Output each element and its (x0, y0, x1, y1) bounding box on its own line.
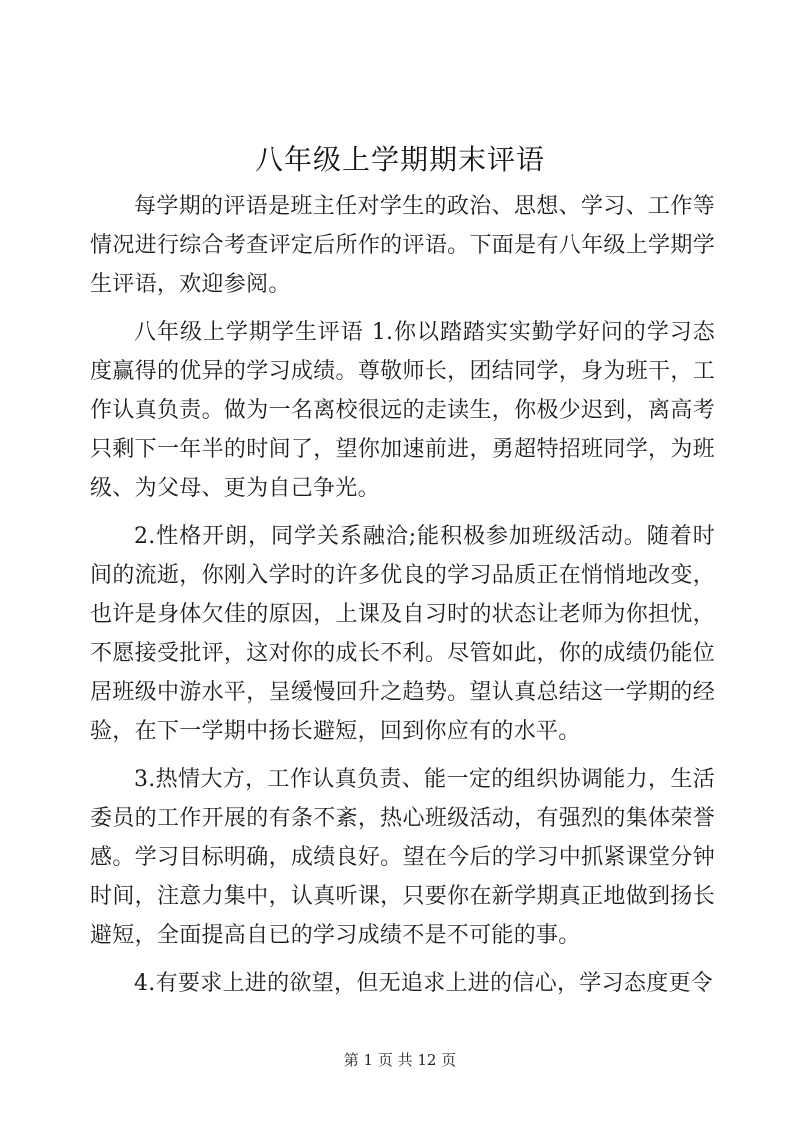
document-body (90, 187, 715, 1012)
intro-paragraph: 每学期的评语是班主任对学生的政治、思想、学习、工作等情况进行综合考查评定后所作的评语。下面是有八年级上学期学生评语，欢迎参阅。 (90, 194, 715, 297)
comment-paragraph-2: 2.性格开朗，同学关系融洽;能积极参加班级活动。随着时间的流逝，你刚入学时的许多优良的学习品质正在悄悄地改变，也许是身体欠佳的原因，上课及自习时的状态让老师为你担忧，不愿接受批评，这对你的成长不利。尽管如此，你的成绩仍能位居班级中游水平，呈缓慢回升之趋势。望认真总结这一学期的经验，在下一学期中扬长避短，回到你应有的水平。 (90, 524, 715, 744)
page-title: 八年级上学期期末评语 (254, 143, 545, 176)
page-number-footer: 第 1 页 共 12 页 (343, 1051, 457, 1069)
comment-paragraph-4: 4.有要求上进的欲望，但无追求上进的信心，学习态度更令 (134, 971, 714, 996)
comment-paragraph-3: 3.热情大方，工作认真负责、能一定的组织协调能力，生活委员的工作开展的有条不紊，热心班级活动，有强烈的集体荣誉感。学习目标明确，成绩良好。望在今后的学习中抓紧课堂分钟时间，注意力集中，认真听课，只要你在新学期真正地做到扬长避短，全面提高自已的学习成绩不是不可能的事。 (90, 767, 715, 948)
comment-paragraph-1: 八年级上学期学生评语 1.你以踏踏实实勤学好问的学习态度赢得的优异的学习成绩。尊敬师长，团结同学，身为班干，工作认真负责。做为一名离校很远的走读生，你极少迟到，离高考只剩下一年半的时间了，望你加速前进，勇超特招班同学，为班级、为父母、更为自己争光。 (90, 320, 715, 501)
